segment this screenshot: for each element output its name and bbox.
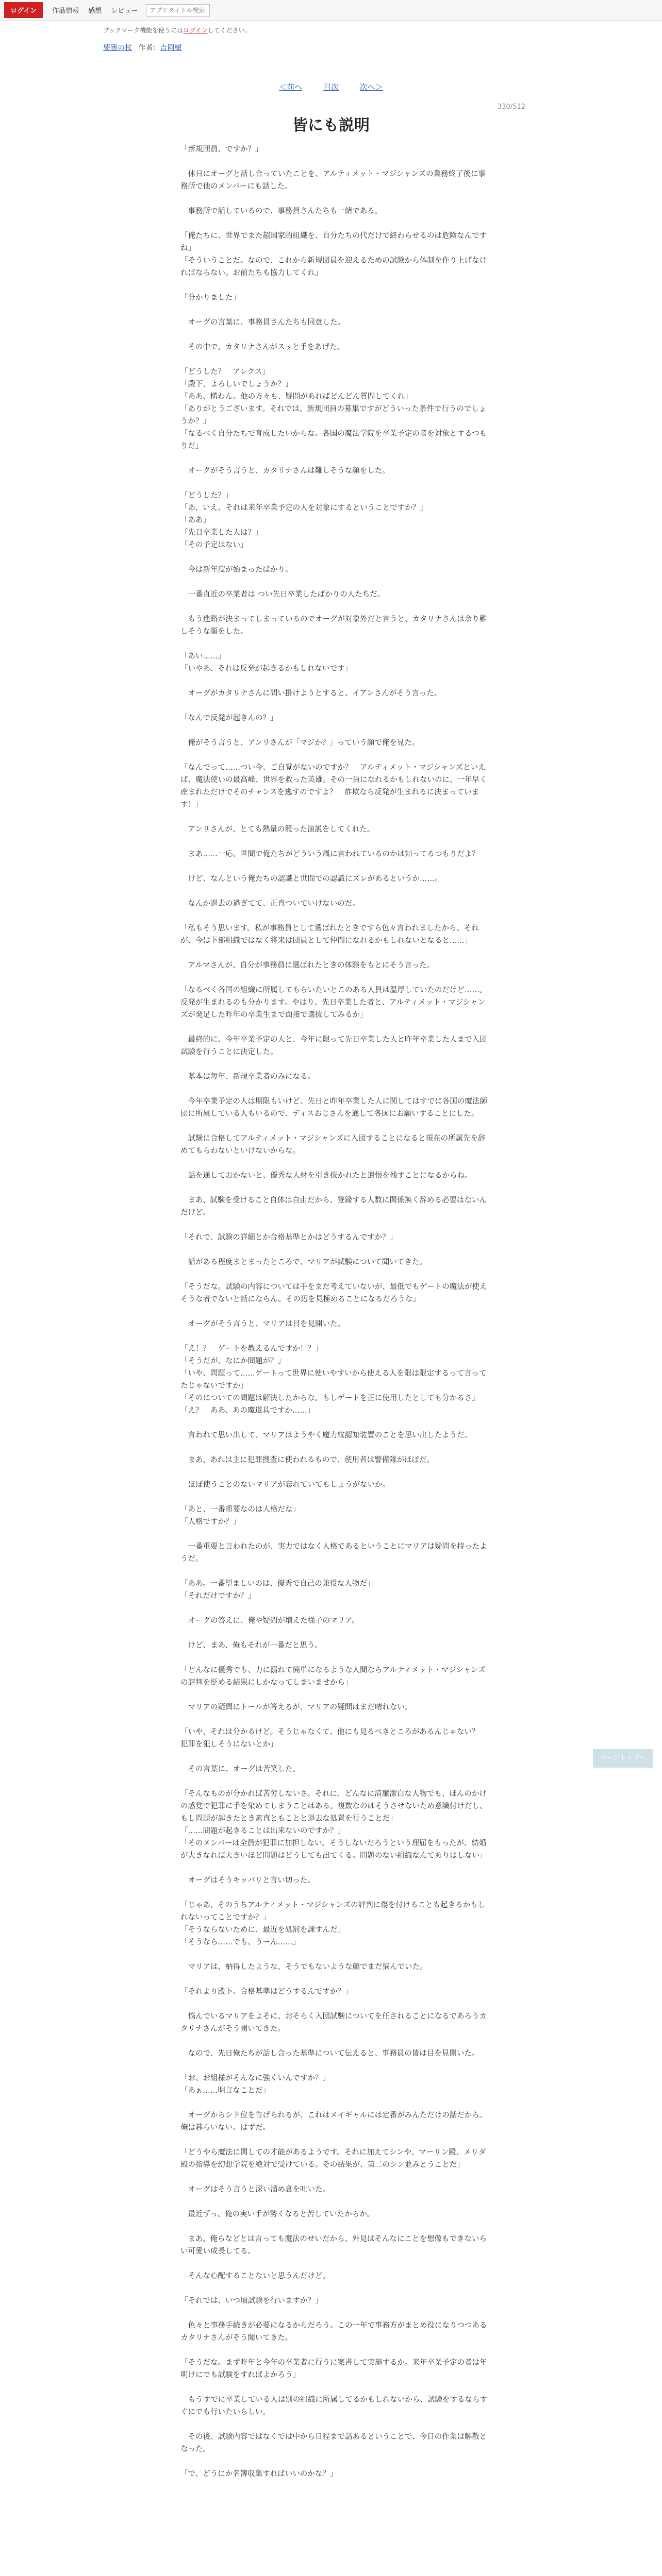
text-line <box>180 1627 490 1639</box>
text-line: 「あぁ……明言なことだ」 <box>180 2087 270 2095</box>
text-line: 「あ、いえ。それは来年卒業予定の人を対象にするということですか？」 <box>180 504 427 512</box>
text-line <box>180 576 490 588</box>
text-line: 「どうした？」 <box>180 492 233 500</box>
text-line: 事務所で話しているので、事務員さんたちも一緒である。 <box>180 207 383 215</box>
text-line <box>180 972 490 984</box>
text-line: 「え？ ああ、あの魔道具ですか……」 <box>180 1406 315 1415</box>
text-line: 「いや、それは分かるけど。そうじゃなくて、他にも見るべきところがあるんじゃない？ 犯罪を犯しそうにないとか」 <box>180 1728 487 1749</box>
text-line: 「そうならないために、最近を処罰を課すんだ」 <box>180 1926 345 1934</box>
text-line <box>180 1083 490 1095</box>
text-line <box>180 1442 490 1454</box>
text-line <box>180 1652 490 1664</box>
text-line: 「なんでって……つい今、ご自覚がないのですか？ アルティメット・マジシャンズといえば、魔法使いの最高峰、世界を救った英雄。その一員になれるかもしれないのに、一年早く産まれただけでそのチャンスを逃すのですよ？ 詐欺なら反発が生まれるに決まっています！」 <box>180 764 487 809</box>
text-line: 話がある程度まとまったところで、マリアが試験について聞いてきた。 <box>180 1258 427 1266</box>
text-line: まあ……一応、世間で俺たちがどういう風に言われているのかは知ってるつもりだよ？ <box>180 850 479 858</box>
nav-impressions[interactable]: 感想 <box>88 7 102 15</box>
text-line: 「それだけですか？」 <box>180 1592 255 1600</box>
text-line <box>180 2097 490 2109</box>
text-line <box>180 217 490 230</box>
text-line: 色々と事務手続きが必要になるからだろう。この一年で事務方がまとめ役になりつつあるカタリナさんがそう聞いてきた。 <box>180 2321 487 2342</box>
text-line: 基本は毎年、新規卒業者のみになる。 <box>180 1073 315 1081</box>
text-line <box>180 2134 490 2146</box>
text-line <box>180 156 490 168</box>
text-line <box>180 1244 490 1256</box>
text-line <box>180 477 490 489</box>
text-line: 「その予定はない」 <box>180 541 248 549</box>
text-line: 「それでは、いつ頃試験を行いますか？」 <box>180 2297 323 2305</box>
text-line: 「私もそう思います。私が事務員として選ばれたときですら色々言われましたから。それが、今は下部組織ではなく将来は団員として仲間になれるかもしれないとなると……」 <box>180 924 479 945</box>
text-line: 今は新年度が始まったばかり。 <box>180 566 293 574</box>
text-line: 「そうだな。まず昨年と今年の卒業者に行うに案書して実施するか。来年卒業予定の者は年明けにでも試験をすればよかろう」 <box>180 2359 487 2379</box>
text-line: オーグがそう言うと、マリアは目を見開いた。 <box>180 1320 345 1328</box>
text-line: 「あと、一番重要なのは人格だな」 <box>180 1505 300 1514</box>
text-line: 「どうやら魔法に関しての才能があるようです。それに加えてシンや、マーリン殿、メリダ殿の指導を幻想学院を絶対で受けている。その結果が、第二のシン並みとうことだ」 <box>180 2148 486 2169</box>
text-line: 「そうだな。試験の内容については手をまだ考えていないが、最低でもゲートの魔法が使えそうな者でないと話にならん。その辺を見極めることになるだろうな」 <box>180 1283 487 1303</box>
text-line: 一番直近の卒業者は つい先日卒業したばかりの人たちだ。 <box>180 590 385 599</box>
text-line: まあ、試験を受けること自体は自由だから、登録する人数に関係無く辞める必要はないんだけど。 <box>180 1196 487 1217</box>
text-line: オーグがそう言うと、カタリナさんは難しそうな顔をした。 <box>180 467 390 475</box>
text-line <box>180 601 490 613</box>
text-line <box>180 1602 490 1615</box>
text-line <box>180 811 490 823</box>
text-line <box>180 1751 490 1763</box>
text-line <box>180 1565 490 1578</box>
text-line <box>180 279 490 292</box>
text-line <box>180 2455 490 2468</box>
text-line <box>180 1689 490 1701</box>
text-line: まあ、俺らなどとは言っても魔法のせいだから、外見はそんなにことを想像もできないらい可愛い成長してる。 <box>180 2235 487 2256</box>
text-line <box>180 2344 490 2357</box>
text-line: マリアの疑問にトールが答えるが、マリアの疑問はまだ晴れない。 <box>180 1703 412 1711</box>
text-line: そんな心配することないと思うんだけど。 <box>180 2272 330 2280</box>
text-line <box>180 638 490 650</box>
text-line <box>180 675 490 687</box>
work-title-link[interactable]: 要塞の杖 <box>103 44 132 52</box>
text-line <box>180 1887 490 1899</box>
text-line <box>180 1714 490 1726</box>
text-line: なんか過去の過ぎてて、正直ついていけないのだ。 <box>180 900 360 908</box>
text-line: オーグはそうキッパリと言い切った。 <box>180 1876 315 1885</box>
text-line: 「俺たちに、世界でまた超国家的組織を、自分たちの代だけで終わらせるのは危険なんですね」 <box>180 232 487 252</box>
chapter-number: 330/512 <box>497 103 525 111</box>
nav-work-info[interactable]: 作品情報 <box>52 7 79 15</box>
text-line: 「そんなものが分かれば苦労しないさ。それに、どんなに清廉潔白な人物でも、ほんのかけの感覚で犯罪に手を染めてしまうことはある。複数なのはそうさせないため意識付けだし、もし問題が起きたとき素直ともことと過去な処置を行うことだ」 <box>180 1790 487 1823</box>
text-line <box>180 1491 490 1503</box>
text-line <box>180 1862 490 1874</box>
text-line <box>180 1998 490 2010</box>
text-line <box>180 1528 490 1540</box>
text-line <box>180 2258 490 2270</box>
text-line: 「どうした？ アレクス」 <box>180 368 270 376</box>
text-line: その言葉に、オーグは苦笑した。 <box>180 1765 300 1773</box>
text-line <box>180 910 490 922</box>
back-to-top-button[interactable]: ページトップへ <box>593 1749 653 1768</box>
text-line <box>180 2418 490 2431</box>
text-line: 話を通しておかないと、優秀な人材を引き抜かれたと遺恨を残すことになるからね。 <box>180 1172 472 1180</box>
text-line: けど、なんという俺たちの認識と世間での認識にズレがあるというか……。 <box>180 875 442 883</box>
text-line <box>180 2035 490 2047</box>
text-line: 「なんで反発が起きんの？」 <box>180 714 278 722</box>
text-line <box>180 193 490 205</box>
author-link[interactable]: 吉岡樹 <box>160 44 182 52</box>
text-line <box>180 1775 490 1788</box>
text-line <box>180 947 490 959</box>
login-button[interactable]: ログイン <box>4 2 43 18</box>
text-line: 「あい……」 <box>180 652 225 660</box>
text-line <box>180 1973 490 1986</box>
text-line: 「ああ。一番望ましいのは、優秀で自己の兼役な人物だ」 <box>180 1580 375 1588</box>
text-line <box>180 1219 490 1231</box>
text-line: 「新規団員、ですか？」 <box>180 145 263 154</box>
text-line <box>180 2381 490 2394</box>
text-line: 「なるべく自分たちで育成したいからな。各国の魔法学院を卒業予定の者を対象とするつもりだ」 <box>180 430 487 450</box>
text-line <box>180 304 490 316</box>
text-line <box>180 724 490 737</box>
next-chapter-link[interactable]: 次へ＞ <box>359 82 383 92</box>
text-line: オーグの言葉に、事務員さんたちも同意した。 <box>180 318 345 327</box>
text-line <box>180 749 490 761</box>
text-line: 言われて思い出して、マリアはようやく魔力紋認知装置のことを思い出したようだ。 <box>180 1431 472 1439</box>
text-line <box>180 1182 490 1194</box>
text-line <box>180 1466 490 1479</box>
text-line: アルマさんが、自分が事務員に選ばれたときの体験をもとにそう言った。 <box>180 961 435 970</box>
bookmark-notice <box>103 26 251 35</box>
text-line: けど、まあ、俺もそれが一番だと思う。 <box>180 1641 322 1650</box>
toc-link[interactable]: 目次 <box>323 82 339 92</box>
prev-chapter-link[interactable]: ＜前へ <box>279 82 303 92</box>
text-line <box>180 1330 490 1343</box>
text-line: オーグがカタリナさんに問い掛けようとすると、イアンさんがそう言った。 <box>180 689 442 698</box>
text-line: その中で、カタリナさんがスッと手をあげた。 <box>180 343 345 351</box>
text-line <box>180 2307 490 2319</box>
text-line: 「それより殿下。合格基準はどうするんですか？」 <box>180 1988 353 1996</box>
text-line <box>180 2221 490 2233</box>
text-line <box>180 885 490 897</box>
text-line <box>180 1058 490 1071</box>
chapter-navigation <box>0 81 662 92</box>
text-line: 「そうなら……でも、うーん……」 <box>180 1938 300 1946</box>
text-line: 試験に合格してアルティメット・マジシャンズに入団することになると現在の所属先を辞めてもらわないといけないからな。 <box>180 1134 486 1155</box>
text-line: なので、先日俺たちが話し合った基準について伝えると、事務員の皆は目を見開いた。 <box>180 2049 479 2058</box>
text-line: 「そういうことだ。なので、これから新規団員を迎えるための試験から体制を作り上げなければならない。お前たちも協力してくれ」 <box>180 257 487 277</box>
text-line: 「なるべく各国の組織に所属してもらいたいとこのある人員は温厚していたのだけど……。反発が生まれるのも分かります。やはり、先日卒業した者と、アルティメット・マジシャンズが発足した昨年の卒業生まで面接で選抜してみるか」 <box>180 986 487 1019</box>
text-line: 「じゃあ、そのうちアルティメット・マジシャンズの評判に傷を付けることも起きるかもしれないってことですか？」 <box>180 1901 486 1922</box>
text-line: 「で、どうにか名簿収集すればいいのかな？」 <box>180 2470 338 2478</box>
text-line <box>180 1417 490 1429</box>
text-line <box>180 1306 490 1318</box>
text-line <box>180 353 490 366</box>
breadcrumb <box>103 42 181 53</box>
search-input[interactable] <box>146 4 210 16</box>
text-line <box>180 2171 490 2183</box>
text-line: 「先日卒業した人は？」 <box>180 529 263 537</box>
top-navigation-bar <box>0 0 662 21</box>
text-line: まあ、あれは主に犯罪捜査に使われるもので、使用者は警備隊がほぼだ。 <box>180 1456 435 1464</box>
text-line: 「それで、試験の詳細とか合格基準とかはどうするんですか？」 <box>180 1233 398 1242</box>
notice-text-after: してください。 <box>207 27 251 34</box>
text-line: 俺がそう言うと、アンリさんが「マジか？」っていう顔で俺を見た。 <box>180 739 420 747</box>
text-line: 「人格ですか？」 <box>180 1518 240 1526</box>
text-line <box>180 1157 490 1170</box>
text-line <box>180 1948 490 1961</box>
text-line <box>180 836 490 848</box>
text-line <box>180 2060 490 2072</box>
notice-text-before: ブックマーク機能を使うには <box>103 27 184 34</box>
text-line <box>180 2282 490 2295</box>
text-line: 「そのについての問題は解決したからな。もしゲートを正に使用したとしても分かるさ」 <box>180 1394 479 1402</box>
nav-reviews[interactable]: レビュー <box>111 7 138 15</box>
text-line: 「そうだが、なにか問題が？」 <box>180 1357 285 1365</box>
author-label: 作者： <box>138 44 160 52</box>
text-line <box>180 2196 490 2208</box>
text-line: 一番重要と言われたのが、実力ではなく人格であるということにマリアは疑問を持ったようだ。 <box>180 1543 487 1563</box>
text-line: 「ああ、構わん。他の方々も、疑問があればどんどん質問してくれ」 <box>180 393 412 401</box>
text-line <box>180 551 490 564</box>
text-line: もう進路が決まってしまっているのでオーグが対象外だと言うと、カタリナさんは余り難しそうな顔をした。 <box>180 615 487 636</box>
text-line: 「ありがとうございます。それでは、新規団員の募集ですがどういった条件で行うのでしょうか？」 <box>180 405 487 426</box>
text-line: 「そのメンバーは全員が犯罪に加担しない。そうしないだろうという理屈をもったが、結婚が大きなれば大きいほど問題はどうしても出てくる。問題のない組織なんてありはしない」 <box>180 1839 487 1860</box>
text-line: 最終的に、今年卒業予定の人と、今年に限って先日卒業した人と昨年卒業した人まで入団試験を行うことに決定した。 <box>180 1036 487 1056</box>
text-line <box>180 1021 490 1033</box>
text-line: 「……問題が起きることは出来ないのですか？」 <box>180 1827 345 1835</box>
text-line: 「殿下、よろしいでしょうか？」 <box>180 380 293 388</box>
text-line: マリアは、納得したような、そうでもないような顔でまだ悩んでいた。 <box>180 1963 427 1971</box>
text-line: 「分かりました」 <box>180 294 240 302</box>
text-line: 「お、お組様がそんなに強くいんですか？」 <box>180 2074 330 2082</box>
text-line: 「いやあ、それは反発が起きるかもしれないです」 <box>180 665 352 673</box>
notice-login-link[interactable]: ログイン <box>183 27 208 34</box>
text-line: 休日にオーグと話し合っていたことを、アルティメット・マジシャンズの業務終了後に事務所で他のメンバーにも話した。 <box>180 170 486 191</box>
text-line: 「どんなに優秀でも、力に溺れて簡単になるような人間ならアルティメット・マジシャンズの評判を貶める結果にしかなってしまいませから」 <box>180 1666 486 1687</box>
text-line: もうすでに卒業している人は別の組織に所属してるかもしれないから、試験をするならすぐにでも行いたいらしい。 <box>180 2396 487 2416</box>
text-line: 「いや、問題って……ゲートって世界に使いやすいから使える人を限は限定するって言ってたじゃないですか」 <box>180 1369 487 1390</box>
text-line: オーグからシド位を告げられるが、これはメイギャルには定番がみんただけの話だから。俺は暮らいない。はずだ。 <box>180 2111 487 2132</box>
text-line: 最近ずっ、俺の実い手が勢くなると苦していたからか。 <box>180 2210 375 2218</box>
chapter-title: 皆にも説明 <box>292 116 370 134</box>
text-line: 悩んでいるマリアをよそに、おそらく入団試験についてを任されることになるであろうカタリナさんがそう聞いてきた。 <box>180 2012 487 2033</box>
text-line <box>180 700 490 712</box>
text-line <box>180 452 490 465</box>
text-line: オーグの答えに、俺や疑問が増えた様子のマリア。 <box>180 1617 359 1625</box>
text-line: オーグはそう言うと深い溜め息を吐いた。 <box>180 2185 330 2194</box>
text-line <box>180 860 490 873</box>
novel-body-text <box>180 143 490 2576</box>
text-line: 「ああ」 <box>180 516 210 524</box>
text-line: 「え！？ ゲートを教えるんですか！？」 <box>180 1345 323 1353</box>
text-line <box>180 1268 490 1281</box>
text-line: アンリさんが、とても熱量の籠った演説をしてくれた。 <box>180 825 375 834</box>
text-line: 今年卒業予定の人は期限もいけど、先日と昨年卒業した人に関してはすでに各国の魔法師団に所属している人もいるので、ディスおじさんを通して各国にお願いすることにした。 <box>180 1097 487 1118</box>
text-line <box>180 1120 490 1132</box>
text-line: その後、試験内容ではなくでは中から日程まで話あるということで、今日の作業は解散となった。 <box>180 2433 487 2453</box>
text-line <box>180 329 490 341</box>
text-line: ほぼ使うことのないマリアが忘れていてもしょうがないか。 <box>180 1481 390 1489</box>
